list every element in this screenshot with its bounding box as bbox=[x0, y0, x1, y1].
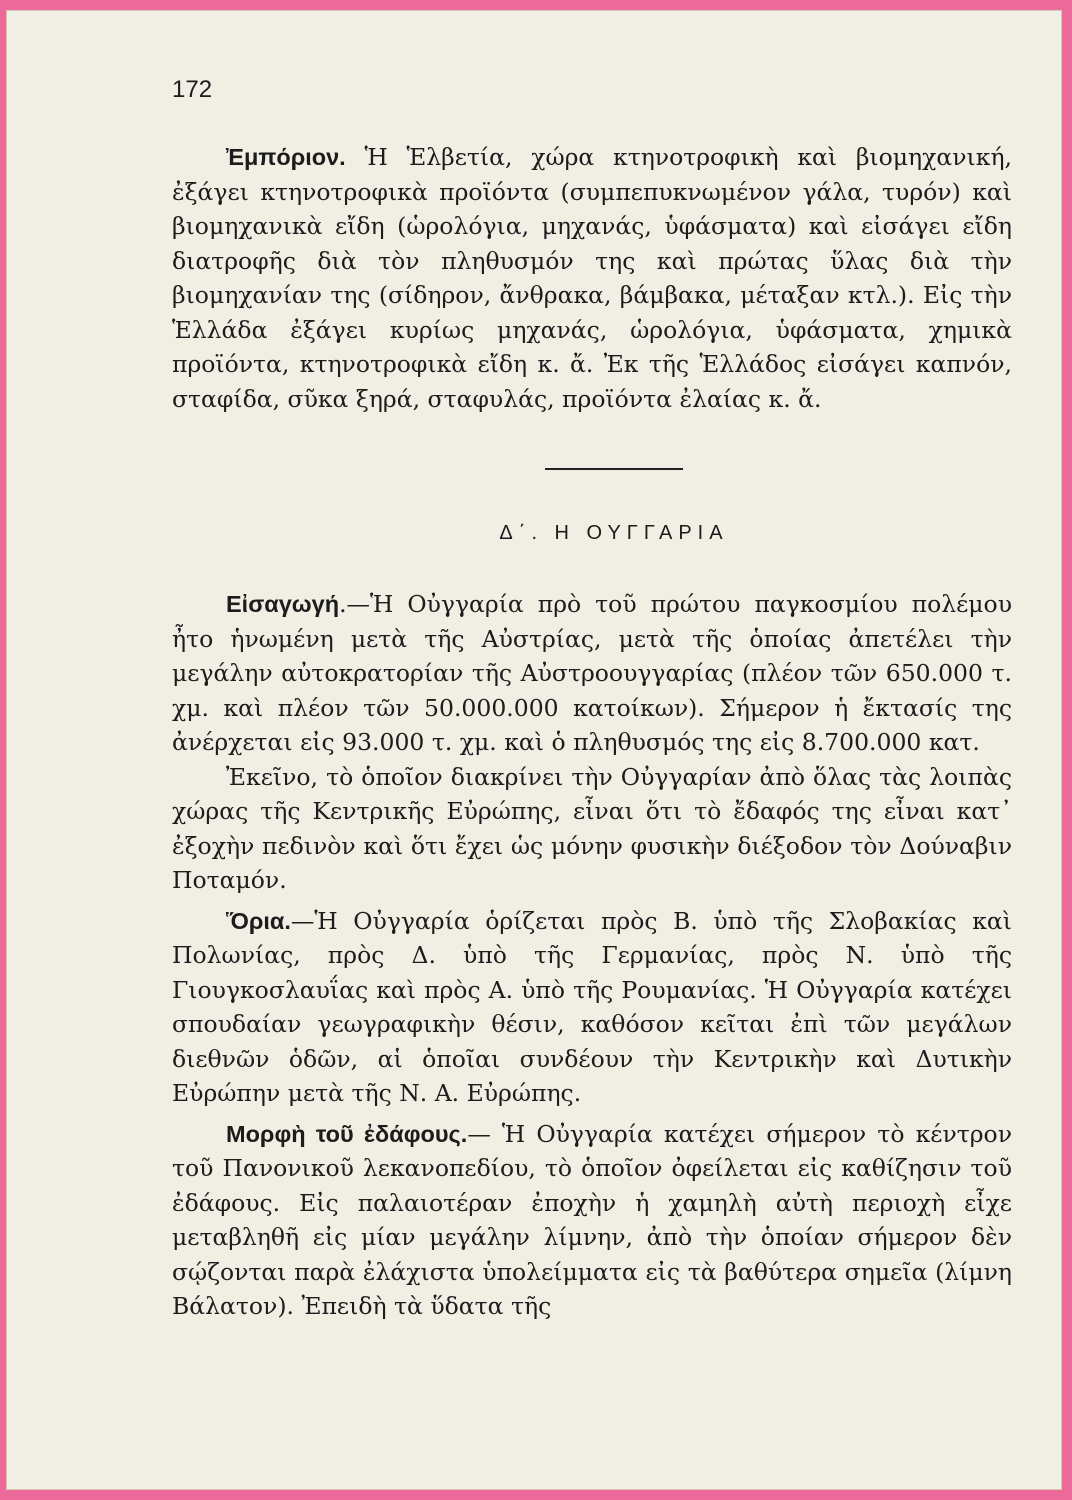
paragraph-introduction bbox=[172, 587, 1012, 760]
heading-commerce: Ἐμπόριον. bbox=[226, 144, 346, 170]
paragraph-introduction-2: Ἐκεῖνο, τὸ ὁποῖον διακρίνει τὴν Οὐγγαρίαν ἀπὸ ὅλας τὰς λοιπὰς χώρας τῆς Κεντρικῆς Εὐρώπης, εἶναι ὅτι τὸ ἔδαφός της εἶναι κατ᾽ ἐξοχὴν πεδινὸν καὶ ὅτι ἔχει ὡς μόνην φυσικὴν διέξοδον τὸν Δούναβιν Ποταμόν. bbox=[172, 762, 1012, 894]
paragraph-commerce bbox=[172, 140, 1012, 416]
section-heading: Δ΄. Η ΟΥΓΓΑΡΙΑ bbox=[499, 522, 729, 544]
section-divider bbox=[545, 468, 683, 470]
page-number: 172 bbox=[172, 76, 213, 103]
text-introduction: .—Ἡ Οὐγγαρία πρὸ τοῦ πρώτου παγκοσμίου πολέμου ἦτο ἡνωμένη μετὰ τῆς Αὐστρίας, μετὰ τῆς ὁποίας ἀπετέλει τὴν μεγάλην αὐτοκρατορίαν τῆς Αὐστροουγγαρίας (πλέον τῶν 650.000 τ. χμ. καὶ πλέον τῶν 50.000.000 κατοίκων). Σήμερον ἡ ἔκτασίς της ἀνέρχεται εἰς 93.000 τ. χμ. καὶ ὁ πληθυσμός της εἰς 8.700.000 κατ. bbox=[172, 590, 1012, 756]
paragraph-borders bbox=[172, 904, 1012, 1111]
book-page bbox=[6, 10, 1062, 1490]
heading-borders: Ὅρια. bbox=[226, 907, 291, 934]
text-borders: —Ἡ Οὐγγαρία ὁρίζεται πρὸς Β. ὑπὸ τῆς Σλοβακίας καὶ Πολωνίας, πρὸς Δ. ὑπὸ τῆς Γερμανίας, πρὸς Ν. ὑπὸ τῆς Γιουγκοσλαυΐας καὶ πρὸς Α. ὑπὸ τῆς Ρουμανίας. Ἡ Οὐγγαρία κατέχει σπουδαίαν γεωγραφικὴν θέσιν, καθόσον κεῖται ἐπὶ τῶν μεγάλων διεθνῶν ὁδῶν, αἱ ὁποῖαι συνδέουν τὴν Κεντρικὴν καὶ Δυτικὴν Εὐρώπην μετὰ τῆς Ν. Α. Εὐρώπης. bbox=[172, 906, 1012, 1107]
heading-introduction: Εἰσαγωγή bbox=[226, 591, 340, 617]
paragraph-terrain bbox=[172, 1117, 1012, 1324]
text-commerce: Ἡ Ἑλβετία, χώρα κτηνοτροφικὴ καὶ βιομηχανική, ἐξάγει κτηνοτροφικὰ προϊόντα (συμπεπυκνωμένον γάλα, τυρόν) καὶ βιομηχανικὰ εἴδη (ὡρολόγια, μηχανάς, ὑφάσματα) καὶ εἰσάγει εἴδη διατροφῆς διὰ τὸν πληθυσμόν της καὶ πρώτας ὕλας διὰ τὴν βιομηχανίαν της (σίδηρον, ἄνθρακα, βάμβακα, μέταξαν κτλ.). Εἰς τὴν Ἑλλάδα ἐξάγει κυρίως μηχανάς, ὡρολόγια, ὑφάσματα, χημικὰ προϊόντα, κτηνοτροφικὰ εἴδη κ. ἄ. Ἐκ τῆς Ἑλλάδος εἰσάγει καπνόν, σταφίδα, σῦκα ξηρά, σταφυλάς, προϊόντα ἐλαίας κ. ἄ. bbox=[172, 143, 1012, 413]
heading-terrain: Μορφὴ τοῦ ἐδάφους. bbox=[226, 1120, 468, 1147]
page-content bbox=[172, 76, 1012, 1324]
text-terrain: — Ἡ Οὐγγαρία κατέχει σήμερον τὸ κέντρον τοῦ Πανονικοῦ λεκανοπεδίου, τὸ ὁποῖον ὀφείλεται εἰς καθίζησιν τοῦ ἐδάφους. Εἰς παλαιοτέραν ἐποχὴν ἡ χαμηλὴ αὐτὴ περιοχὴ εἶχε μεταβληθῆ εἰς μίαν μεγάλην λίμνην, ἀπὸ τὴν ὁποίαν σήμερον δὲν σῴζονται παρὰ ἐλάχιστα ὑπολείμματα εἰς τὰ βαθύτερα σημεῖα (λίμνη Βάλατον). Ἐπειδὴ τὰ ὕδατα τῆς bbox=[172, 1119, 1012, 1320]
